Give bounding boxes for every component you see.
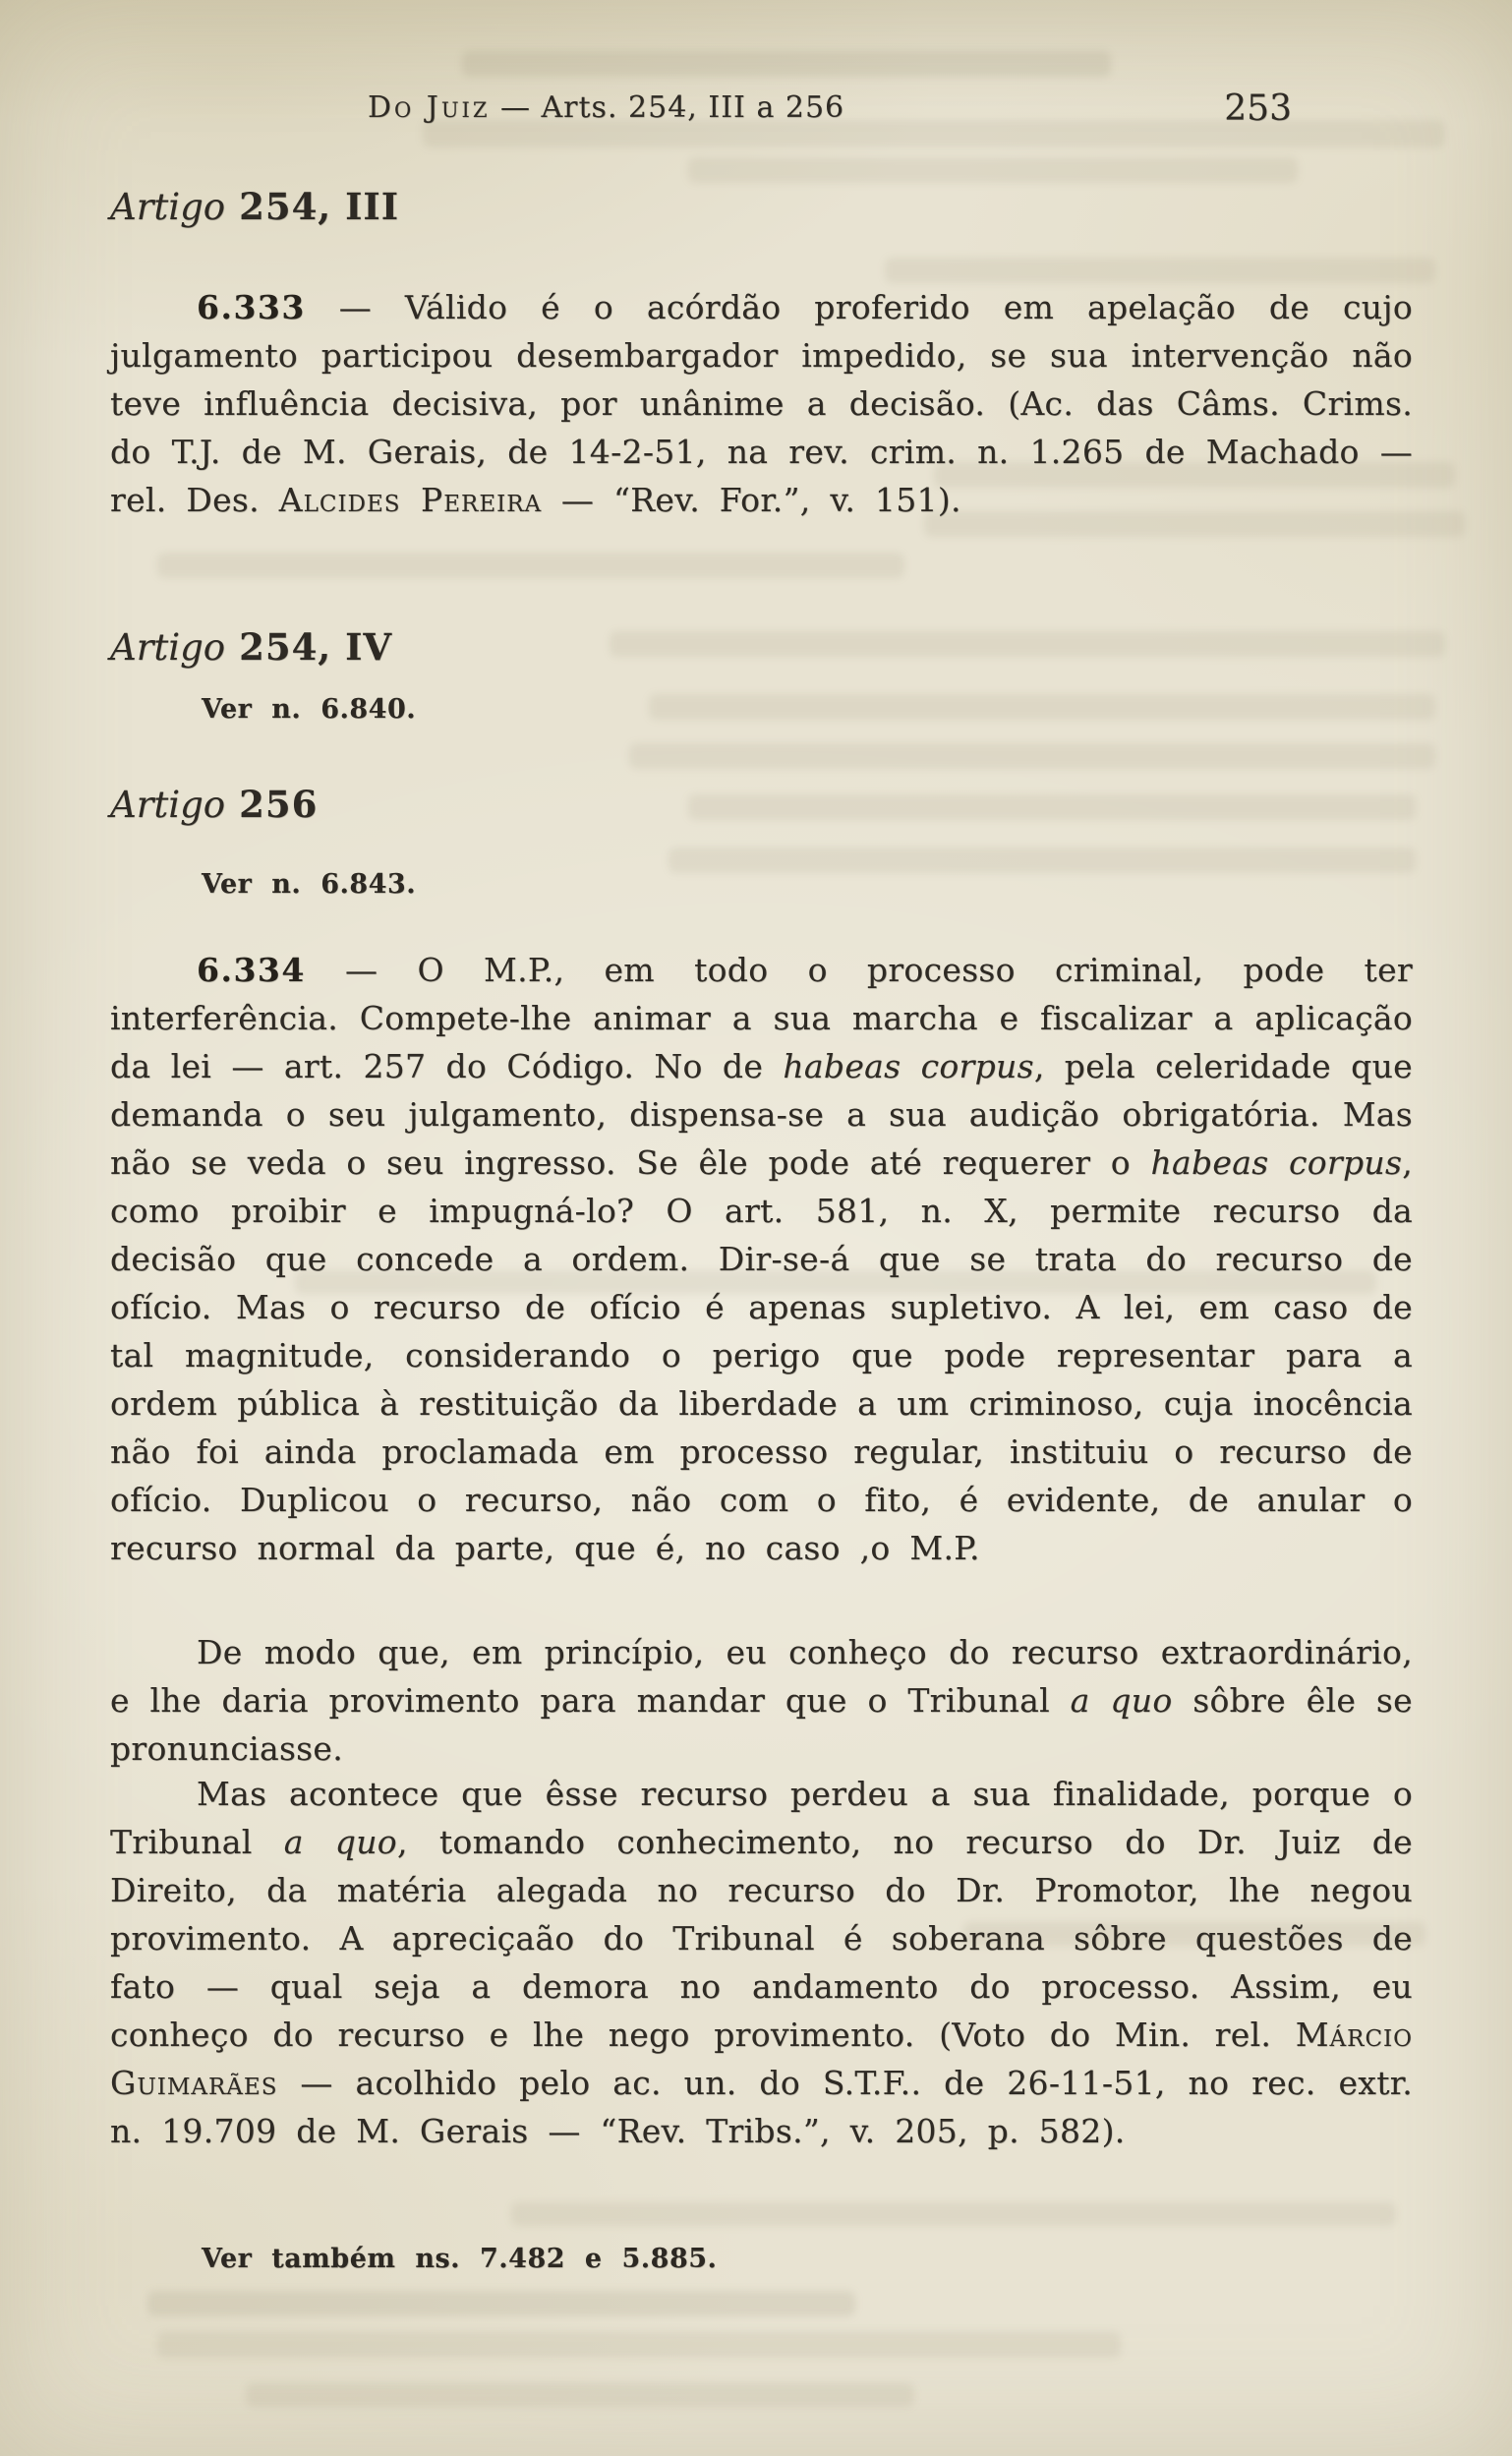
bleed-through-artifact (649, 694, 1435, 720)
entry-text: — O M.P., em todo o processo criminal, pode ter interferência. Compete-lhe animar a sua marcha e fiscalizar a aplicação da lei — art. 257 do Código. No de (110, 951, 1413, 1085)
bleed-through-artifact (511, 2202, 1396, 2226)
bleed-through-artifact (629, 743, 1435, 769)
running-title-rest: — Arts. 254, III a 256 (490, 90, 845, 125)
entry-number: 6.334 (197, 951, 306, 989)
entry-text: De modo que, em princípio, eu conheço do recurso extraordinário, e lhe daria provimento para mandar que o Tribunal (110, 1633, 1413, 1720)
entry-6333-paragraph (110, 283, 1413, 524)
see-also-note: Ver também ns. 7.482 e 5.885. (202, 2244, 718, 2274)
entry-text: , pela celeridade que demanda o seu julgamento, dispensa-se a sua audição obrigatória. Mas não se veda o seu ingresso. Se êle pode até requerer o (110, 1047, 1413, 1182)
entry-text: — Válido é o acórdão proferido em apelação de cujo julgamento participou desembargador impedido, se sua intervenção não teve influência decisiva, por unânime a decisão. (Ac. das Câms. Crims. do T.J. de M. Gerais, de 14-2-51, na rev. crim. n. 1.265 de Machado — rel. Des. (110, 288, 1413, 519)
entry-6334-paragraph-2 (110, 1628, 1413, 1773)
minister-name: Márcio Guimarães (110, 2016, 1413, 2102)
entry-text: — acolhido pelo ac. un. do S.T.F.. de 26-11-51, no rec. extr. n. 19.709 de M. Gerais — “Rev. Tribs.”, v. 205, p. 582). (110, 2064, 1413, 2150)
page-header (110, 90, 1410, 140)
entry-text: , tomando conhecimento, no recurso do Dr. Juiz de Direito, da matéria alegada no recurso do Dr. Promotor, lhe negou provimento. A apreciçaão do Tribunal é soberana sôbre questões de fato — qual seja a demora no andamento do processo. Assim, eu conheço do recurso e lhe nego provimento. (Voto do Min. rel. (110, 1823, 1413, 2054)
bleed-through-artifact (157, 2332, 1121, 2358)
running-title-smallcaps: Do Juiz (368, 90, 491, 125)
cross-reference-note: Ver n. 6.840. (202, 694, 417, 725)
entry-text: — “Rev. For.”, v. 151). (542, 481, 961, 519)
article-heading-254-3 (110, 185, 399, 228)
latin-term: a quo (1070, 1681, 1173, 1720)
article-heading-number: 256 (239, 783, 319, 826)
latin-term: habeas corpus (1150, 1143, 1403, 1182)
latin-term: a quo (283, 1823, 397, 1861)
article-heading-number: 254, IV (239, 625, 393, 669)
article-heading-word: Artigo (110, 784, 226, 826)
article-heading-254-4 (110, 625, 392, 669)
page-number: 253 (1224, 88, 1292, 129)
running-title (368, 90, 844, 125)
bleed-through-artifact (688, 157, 1298, 183)
bleed-through-artifact (246, 2383, 914, 2407)
article-heading-number: 254, III (239, 185, 399, 228)
entry-text: sôbre êle se pronunciasse. (110, 1681, 1413, 1768)
article-heading-256 (110, 783, 318, 826)
bleed-through-artifact (688, 794, 1416, 820)
bleed-through-artifact (610, 631, 1445, 657)
article-heading-word: Artigo (110, 626, 226, 669)
judge-name: Alcides Pereira (278, 481, 543, 519)
latin-term: habeas corpus (783, 1047, 1034, 1085)
article-heading-word: Artigo (110, 186, 226, 228)
entry-6334-paragraph-3 (110, 1770, 1413, 2155)
cross-reference-note: Ver n. 6.843. (202, 869, 417, 900)
entry-6334-paragraph (110, 946, 1413, 1572)
entry-text: Mas acontece que êsse recurso perdeu a sua finalidade, porque o Tribunal (110, 1775, 1413, 1861)
bleed-through-artifact (885, 258, 1435, 283)
bleed-through-artifact (669, 848, 1416, 873)
bleed-through-artifact (462, 51, 1111, 77)
bleed-through-artifact (157, 553, 904, 578)
entry-text: , como proibir e impugná-lo? O art. 581, n. X, permite recurso da decisão que concede a ordem. Dir-se-á que se trata do recurso de ofício. Mas o recurso de ofício é apenas supletivo. A lei, em caso de tal magnitude, considerando o perigo que pode representar para a ordem pública à restituição da liberdade a um criminoso, cuja inocência não foi ainda proclamada em processo regular, instituiu o recurso de ofício. Duplicou o recurso, não com o fito, é evidente, de anular o recurso normal da parte, que é, no caso ,o M.P. (110, 1143, 1413, 1567)
entry-number: 6.333 (197, 288, 306, 326)
bleed-through-artifact (147, 2291, 855, 2316)
